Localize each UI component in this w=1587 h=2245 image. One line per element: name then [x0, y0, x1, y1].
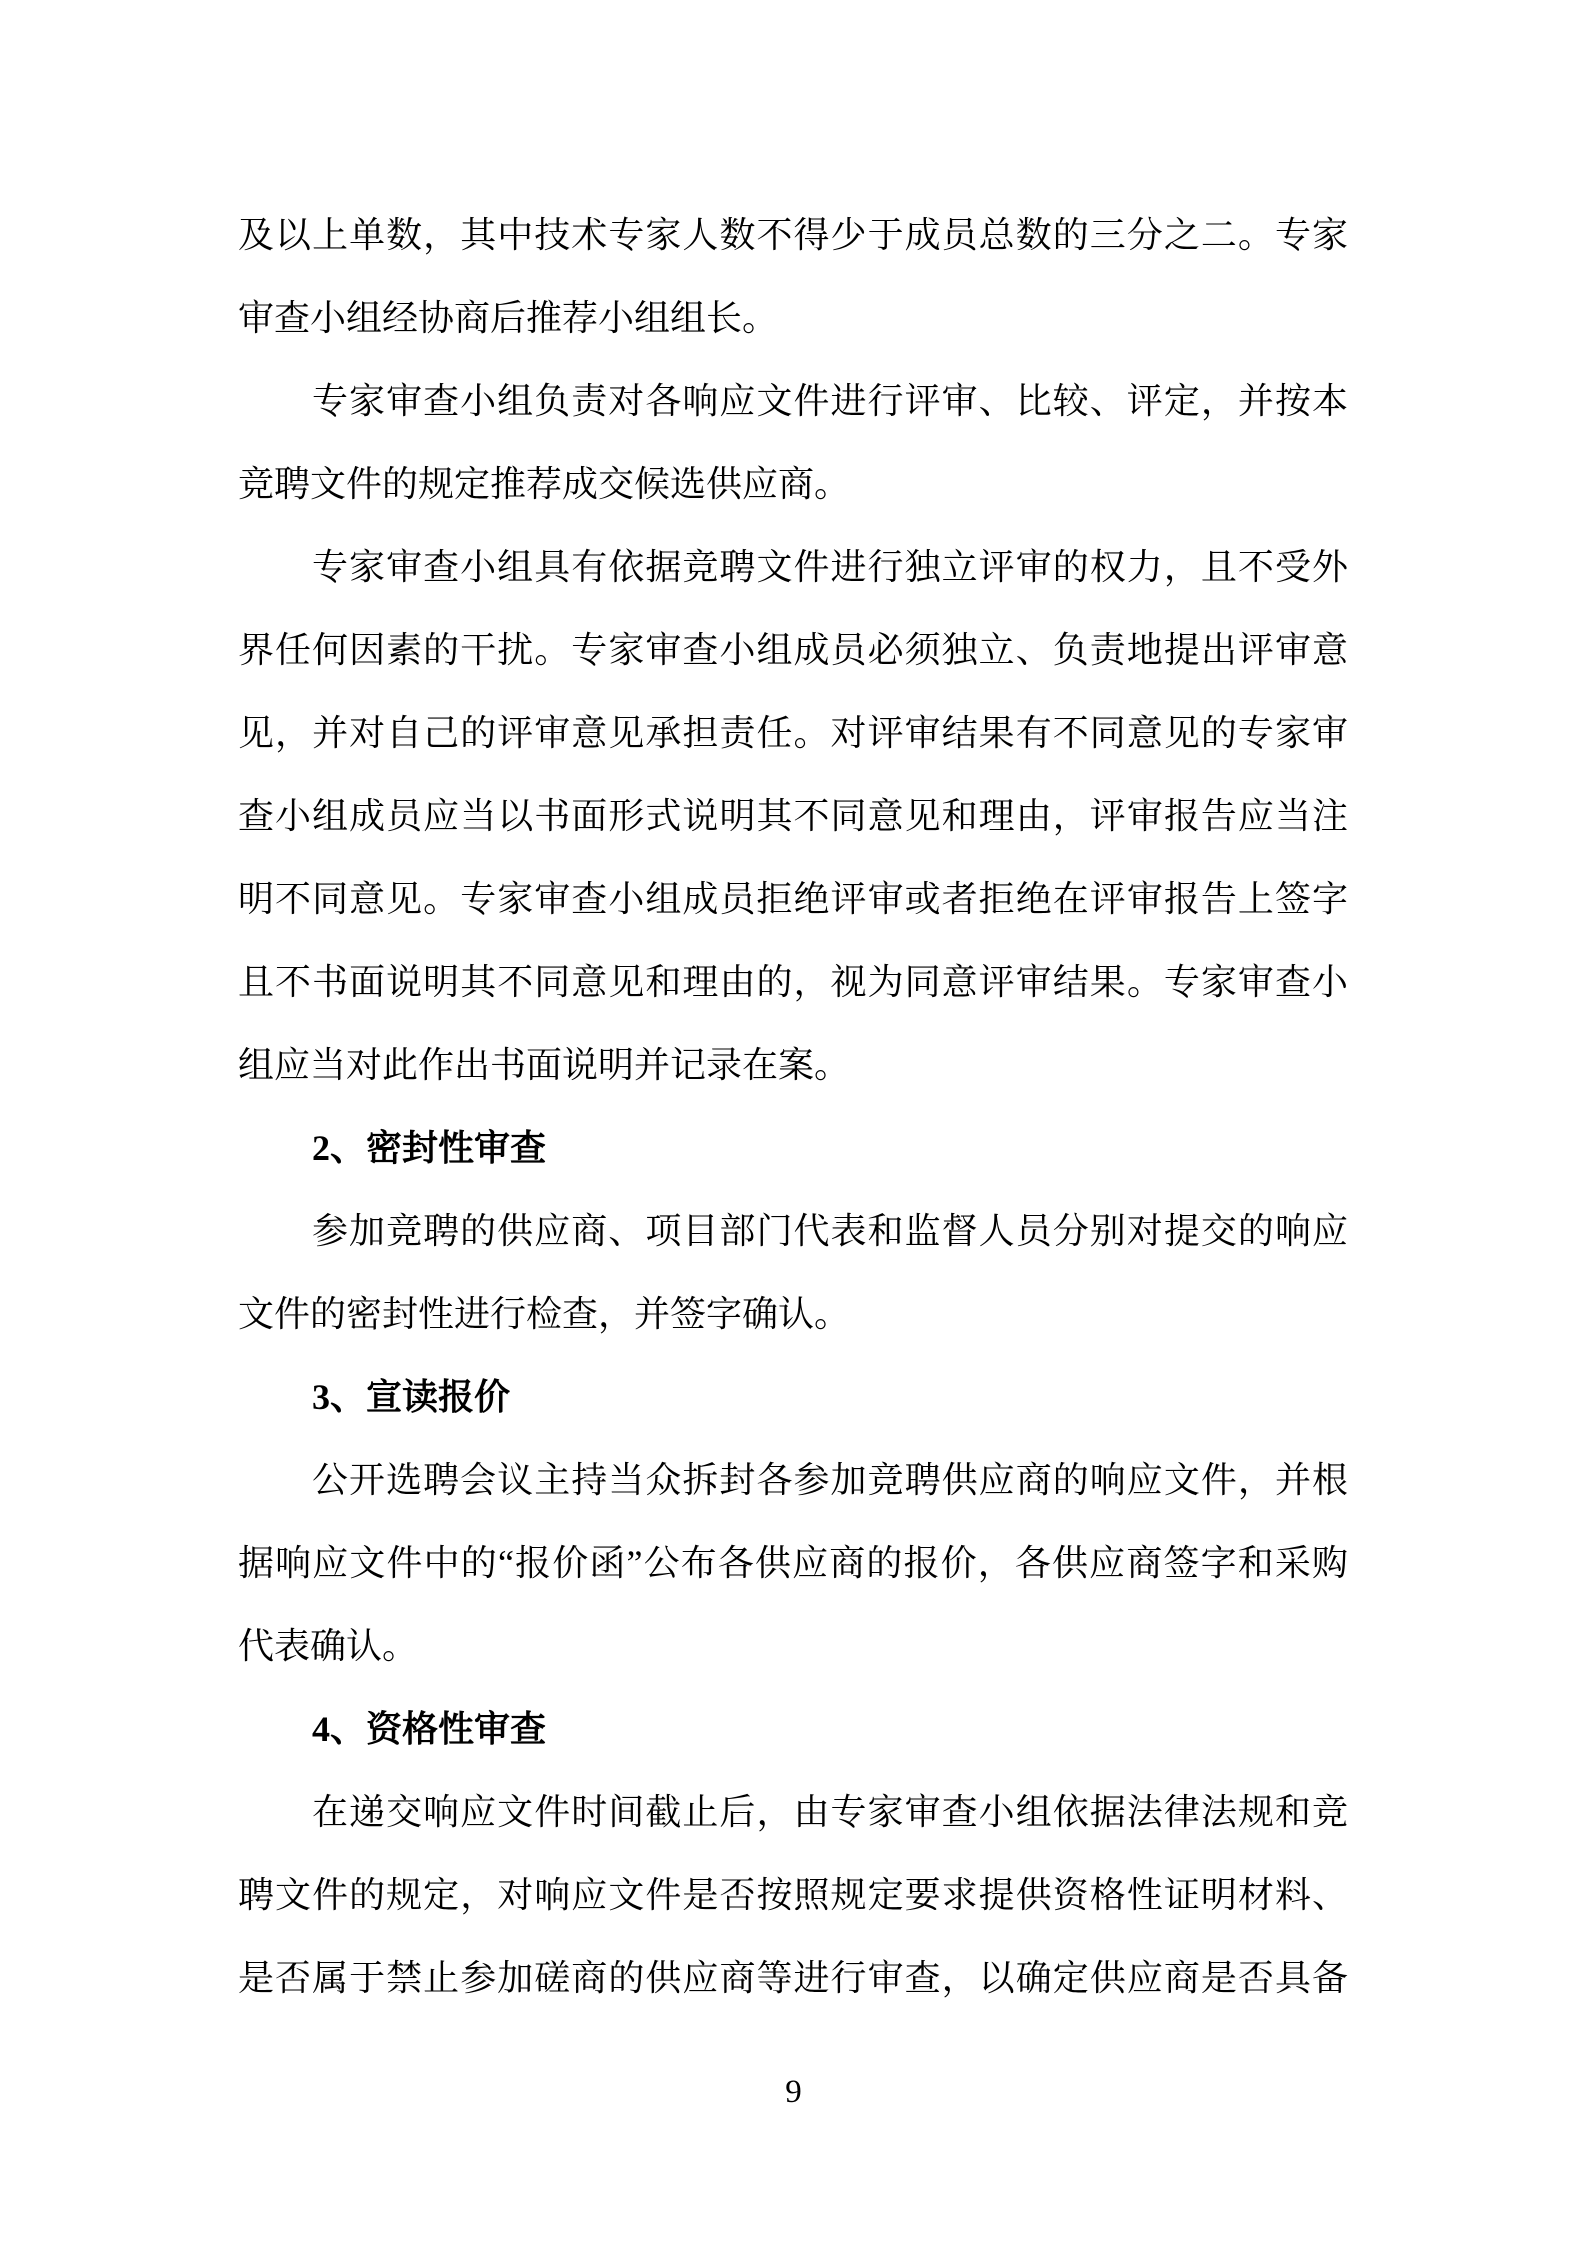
- text-line: 竞聘文件的规定推荐成交候选供应商。: [238, 464, 851, 504]
- text-line: 且不书面说明其不同意见和理由的，视为同意评审结果。专家审查小: [238, 962, 1348, 1002]
- page-number: 9: [785, 2074, 802, 2110]
- text-line: 据响应文件中的“报价函”公布各供应商的报价，各供应商签字和采购: [238, 1543, 1348, 1583]
- text-line: 文件的密封性进行检查，并签字确认。: [238, 1294, 851, 1334]
- text-line: 代表确认。: [238, 1626, 419, 1666]
- section-heading: 3、宣读报价: [312, 1377, 511, 1417]
- text-line: 公开选聘会议主持当众拆封各参加竞聘供应商的响应文件，并根: [312, 1460, 1348, 1500]
- section-heading: 2、密封性审查: [312, 1128, 547, 1168]
- text-line: 专家审查小组负责对各响应文件进行评审、比较、评定，并按本: [312, 381, 1348, 421]
- page-body-text: [238, 194, 1348, 2020]
- text-line: 在递交响应文件时间截止后，由专家审查小组依据法律法规和竞: [312, 1792, 1348, 1832]
- text-line: 查小组成员应当以书面形式说明其不同意见和理由，评审报告应当注: [238, 796, 1348, 836]
- text-line: 及以上单数，其中技术专家人数不得少于成员总数的三分之二。专家: [238, 215, 1348, 255]
- text-line: 是否属于禁止参加磋商的供应商等进行审查，以确定供应商是否具备: [238, 1958, 1348, 1998]
- text-line: 组应当对此作出书面说明并记录在案。: [238, 1045, 851, 1085]
- section-heading: 4、资格性审查: [312, 1709, 547, 1749]
- text-line: 界任何因素的干扰。专家审查小组成员必须独立、负责地提出评审意: [238, 630, 1348, 670]
- text-line: 专家审查小组具有依据竞聘文件进行独立评审的权力，且不受外: [312, 547, 1348, 587]
- text-line: 聘文件的规定，对响应文件是否按照规定要求提供资格性证明材料、: [238, 1875, 1348, 1915]
- text-line: 参加竞聘的供应商、项目部门代表和监督人员分别对提交的响应: [312, 1211, 1348, 1251]
- text-line: 明不同意见。专家审查小组成员拒绝评审或者拒绝在评审报告上签字: [238, 879, 1348, 919]
- text-line: 见，并对自己的评审意见承担责任。对评审结果有不同意见的专家审: [238, 713, 1348, 753]
- text-line: 审查小组经协商后推荐小组组长。: [238, 298, 779, 338]
